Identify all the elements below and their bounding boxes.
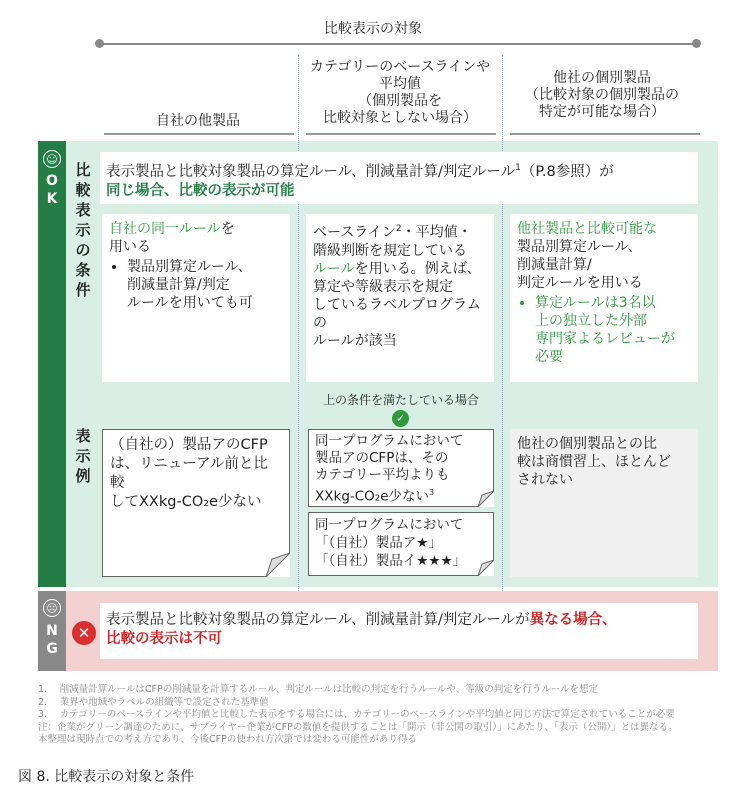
col-underline-2 [306, 133, 496, 135]
frown-icon: ☹ [43, 599, 61, 617]
example-baseline-average: 同一プログラムにおいて 製品アのCFPは、その カテゴリー平均よりも XXkg-CO₂e少ない$^3$ [308, 429, 494, 507]
col-divider-2 [502, 55, 503, 671]
example-own-products: （自社の）製品アのCFP は、リニューアル前と比較 してXXkg-CO₂e少ない [102, 429, 290, 577]
condition-baseline: ベースライン$^2$・平均値・ 階級判断を規定している ルールを用いる。例えば、 算定や等級表示を規定 しているラベルプログラムの ルールが該当 [306, 214, 494, 382]
page-curl-icon [478, 560, 494, 576]
col-header-baseline: カテゴリーのベースラインや 平均値 （個別製品を 比較対象としない場合） [309, 58, 491, 126]
ng-letters: N G [46, 623, 58, 657]
footnotes: 1. 削減量計算ルールはCFPの削減量を計算するルール、判定ルールは比較の判定を行うルールや、等級の判定を行うルールを想定 2. 業界や地域やラベルの組織等で設定された基準値 3. カテゴリーのベースラインや平均値と比較した表示をする場合には、カテゴリーのベースラインや平均値と同じ方法で算定されていることが必要 注：企業がグリーン調達のために、サプライヤー企業がCFPの数値を提供することは「開示（非公開の取引）」にあたり、「表示（公開）」とは異なる。 本整理は現時点での考え方であり、今後CFPの使われ方次第では変わる可能性があり得る [38, 684, 678, 745]
page-curl-icon [266, 553, 290, 577]
example-other-company: 他社の個別製品との比 較は商慣習上、ほとんど されない [510, 429, 698, 577]
examples-label: 表 示 例 [75, 427, 91, 485]
condition-own-bullets: • 製品別算定ルール、 削減量計算/判定 ルールを用いても可 [109, 258, 283, 312]
condition-own-products: 自社の同一ルールを 用いる • 製品別算定ルール、 削減量計算/判定 ルールを用いても可 [102, 214, 290, 382]
header-title: 比較表示の対象 [324, 21, 422, 37]
axis-dot-left [95, 39, 104, 48]
axis-line [100, 43, 696, 45]
ok-condition-banner: 表示製品と比較対象製品の算定ルール、削減量計算/判定ルール$^1$（P.8参照）が 同じ場合、比較の表示が可能 [100, 152, 698, 204]
ng-condition-banner: 表示製品と比較対象製品の算定ルール、削減量計算/判定ルールが異なる場合、 比較の表示は不可 [100, 603, 698, 659]
condition-other-bullets: • 算定ルールは3名以 上の独立した外部 専門家よるレビューが 必要 [517, 294, 691, 366]
condition-met-text: 上の条件を満たしている場合 [322, 393, 479, 407]
col-underline-3 [510, 133, 700, 135]
conditions-label: 比 較 表 示 の 条 件 [75, 161, 91, 299]
col-underline-1 [104, 133, 294, 135]
cross-icon: ✕ [72, 621, 96, 645]
col-header-own: 自社の他製品 [156, 113, 240, 129]
condition-other-company: 他社製品と比較可能な 製品別算定ルール、 削減量計算/ 判定ルールを用いる • 算定ルールは3名以 上の独立した外部 専門家よるレビューが 必要 [510, 214, 698, 382]
figure-caption: 図 8. 比較表示の対象と条件 [18, 769, 195, 785]
page-curl-icon [478, 491, 494, 507]
smile-icon: ☺ [43, 150, 61, 168]
col-divider-1 [298, 55, 299, 671]
check-icon: ✓ [392, 410, 409, 427]
axis-dot-right [692, 39, 701, 48]
ok-letters: O K [46, 173, 58, 207]
example-baseline-rating: 同一プログラムにおいて 「（自社）製品ア★」 「（自社）製品イ★★★」 [308, 512, 494, 576]
col-header-other-company: 他社の個別製品 （比較対象の個別製品の 特定が可能な場合） [525, 69, 679, 120]
